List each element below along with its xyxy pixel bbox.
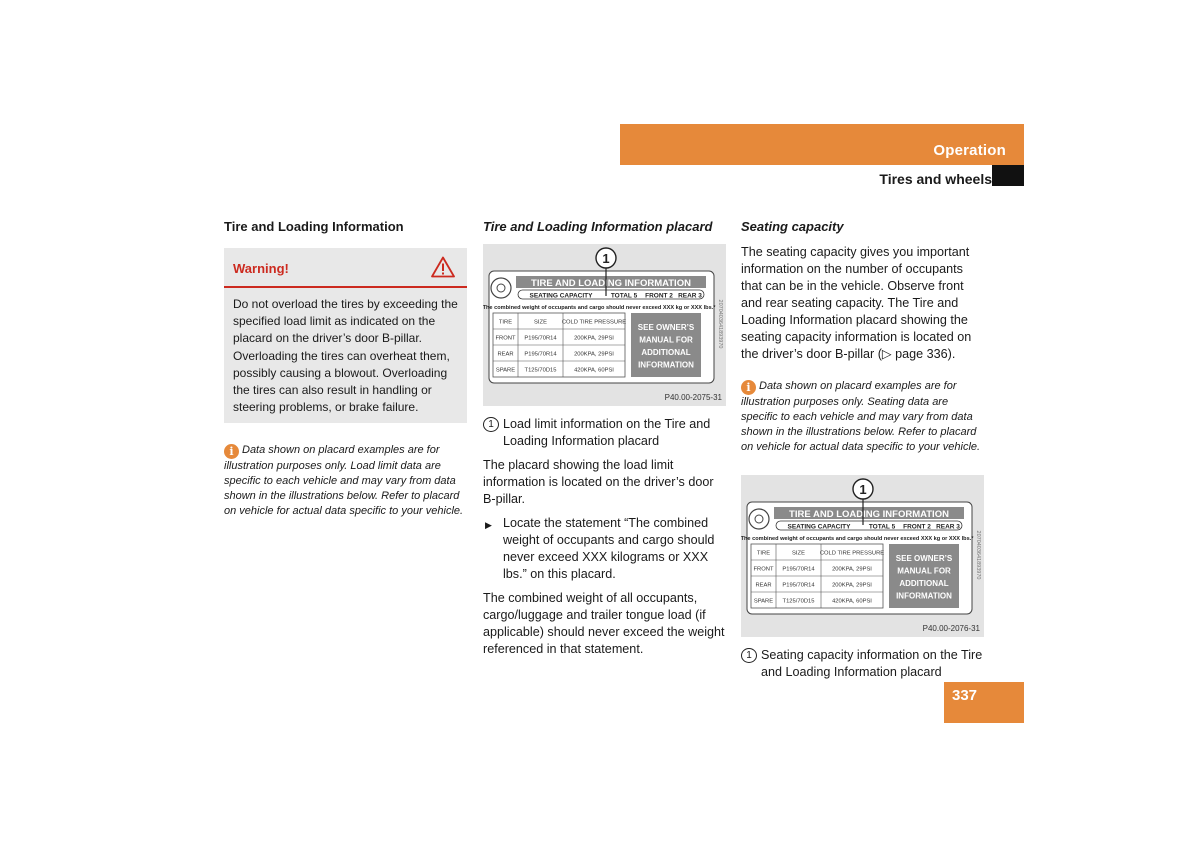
table-cell: T125/70D15 bbox=[782, 598, 815, 605]
page-number-box bbox=[944, 682, 1024, 723]
caption-number: 1 bbox=[483, 417, 499, 432]
manual-line: INFORMATION bbox=[896, 591, 952, 601]
table-cell: SPARE bbox=[495, 367, 516, 374]
placard-heading: Tire and Loading Information placard bbox=[483, 219, 713, 234]
placard-title: TIRE AND LOADING INFORMATION bbox=[531, 278, 691, 289]
info-icon: i bbox=[741, 380, 756, 395]
load-statement: The combined weight of occupants and cargo should never exceed XXX kg or XXX lbs.* bbox=[483, 305, 716, 311]
figure-caption bbox=[483, 416, 726, 450]
warning-header bbox=[224, 248, 467, 288]
seating-heading: Seating capacity bbox=[741, 219, 844, 234]
callout-number: 1 bbox=[602, 251, 610, 266]
section-title: Operation bbox=[933, 142, 1006, 159]
info-icon: i bbox=[224, 444, 239, 459]
tire-icon bbox=[491, 278, 511, 298]
table-header-cell: TIRE bbox=[498, 319, 513, 326]
column-1 bbox=[224, 219, 467, 519]
seating-front: FRONT 2 bbox=[903, 523, 931, 531]
manual-line: MANUAL FOR bbox=[897, 566, 951, 576]
info-note-text: Data shown on placard examples are for illustration purposes only. Seating data are specific to each vehicle and may vary from data shown in the illustrations below. Refer to placard on vehicle for actual data specific to your vehicle. bbox=[741, 380, 981, 453]
placard-illustration bbox=[741, 475, 984, 637]
caption-text: Seating capacity information on the Tire and Loading Information placard bbox=[761, 648, 983, 679]
header-marker-block bbox=[992, 165, 1024, 186]
table-cell: T125/70D15 bbox=[524, 367, 557, 374]
side-code: 2070403641893970 bbox=[717, 299, 723, 349]
info-note-text: Data shown on placard examples are for illustration purposes only. Load limit data are specific to each vehicle and may vary from data shown in the illustrations below. Refer to placard on vehicle for actual data specific to your vehicle. bbox=[224, 444, 464, 518]
info-note bbox=[224, 443, 467, 519]
table-header-cell: COLD TIRE PRESSURE bbox=[561, 319, 627, 326]
table-header-cell: COLD TIRE PRESSURE bbox=[819, 550, 885, 557]
placard-svg bbox=[741, 475, 984, 637]
seating-total: TOTAL 5 bbox=[868, 523, 896, 531]
paragraph: The combined weight of all occupants, cargo/luggage and trailer tongue load (if applicable) should never exceed the weight referenced in that statement. bbox=[483, 591, 725, 656]
table-cell: REAR bbox=[497, 351, 514, 358]
figure-caption bbox=[741, 647, 984, 681]
subsection-title: Tires and wheels bbox=[879, 171, 992, 187]
table-cell: SPARE bbox=[753, 598, 774, 605]
section-heading: Tire and Loading Information bbox=[224, 219, 404, 234]
table-cell: FRONT bbox=[495, 335, 516, 342]
table-cell: P195/70R14 bbox=[782, 582, 815, 589]
column-3 bbox=[741, 219, 984, 681]
table-cell: FRONT bbox=[753, 566, 774, 573]
table-cell: P195/70R14 bbox=[524, 335, 557, 342]
seating-label: SEATING CAPACITY bbox=[529, 292, 593, 300]
info-note bbox=[741, 379, 984, 455]
table-cell: 420KPA, 60PSI bbox=[832, 598, 872, 605]
caption-text: Load limit information on the Tire and Loading Information placard bbox=[503, 417, 711, 448]
paragraph: The seating capacity gives you important information on the number of occupants that can be in the vehicle. Observe front and rear seating capacity. The Tire and Loading Information placard showing the seating capacity information is located on the driver’s door B-pillar (▷ page 336). bbox=[741, 245, 972, 361]
warning-label: Warning! bbox=[233, 261, 289, 276]
warning-box bbox=[224, 248, 467, 423]
seating-rear: REAR 3 bbox=[936, 523, 960, 531]
table-cell: P195/70R14 bbox=[782, 566, 815, 573]
table-header-cell: SIZE bbox=[792, 550, 805, 557]
table-cell: P195/70R14 bbox=[524, 351, 557, 358]
load-statement: The combined weight of occupants and cargo should never exceed XXX kg or XXX lbs.* bbox=[741, 536, 974, 542]
seating-label: SEATING CAPACITY bbox=[787, 523, 851, 531]
manual-line: SEE OWNER’S bbox=[895, 554, 953, 563]
warning-triangle-icon bbox=[431, 256, 455, 278]
manual-line: SEE OWNER’S bbox=[637, 323, 695, 332]
caption-number: 1 bbox=[741, 648, 757, 663]
manual-line: MANUAL FOR bbox=[639, 335, 693, 345]
table-header-cell: TIRE bbox=[756, 550, 771, 557]
warning-text: Do not overload the tires by exceeding the specified load limit as indicated on the placard on the driver’s door B-pillar. Overloading the tires can overheat them, possibly causing a blowout. Overloading the tires can also result in handling or steering problems, or brake failure. bbox=[233, 297, 458, 415]
table-cell: 200KPA, 29PSI bbox=[832, 566, 872, 573]
table-cell: 200KPA, 29PSI bbox=[574, 335, 614, 342]
tire-icon bbox=[749, 509, 769, 529]
header-bar bbox=[620, 124, 1024, 165]
image-code: P40.00-2076-31 bbox=[922, 624, 980, 633]
placard-illustration bbox=[483, 244, 726, 406]
placard-title: TIRE AND LOADING INFORMATION bbox=[789, 509, 949, 520]
bullet-arrow-icon: ▶ bbox=[485, 520, 492, 530]
bullet-item bbox=[483, 515, 726, 583]
bullet-text: Locate the statement “The combined weight of occupants and cargo should never exceed XXX kilograms or XXX lbs.” on this placard. bbox=[503, 516, 715, 581]
paragraph: The placard showing the load limit information is located on the driver’s door B-pillar. bbox=[483, 458, 714, 506]
placard-svg bbox=[483, 244, 726, 406]
side-code: 2070403641893970 bbox=[975, 530, 981, 580]
page-number: 337 bbox=[952, 687, 978, 704]
table-header-cell: SIZE bbox=[534, 319, 547, 326]
table-cell: 420KPA, 60PSI bbox=[574, 367, 614, 374]
manual-line: ADDITIONAL bbox=[899, 579, 949, 588]
seating-total: TOTAL 5 bbox=[610, 292, 638, 300]
table-cell: REAR bbox=[755, 582, 772, 589]
seating-front: FRONT 2 bbox=[645, 292, 673, 300]
seating-rear: REAR 3 bbox=[678, 292, 702, 300]
table-cell: 200KPA, 29PSI bbox=[832, 582, 872, 589]
manual-line: ADDITIONAL bbox=[641, 348, 691, 357]
image-code: P40.00-2075-31 bbox=[664, 393, 722, 402]
callout-number: 1 bbox=[859, 482, 867, 497]
manual-line: INFORMATION bbox=[638, 360, 694, 370]
table-cell: 200KPA, 29PSI bbox=[574, 351, 614, 358]
column-2 bbox=[483, 219, 726, 658]
